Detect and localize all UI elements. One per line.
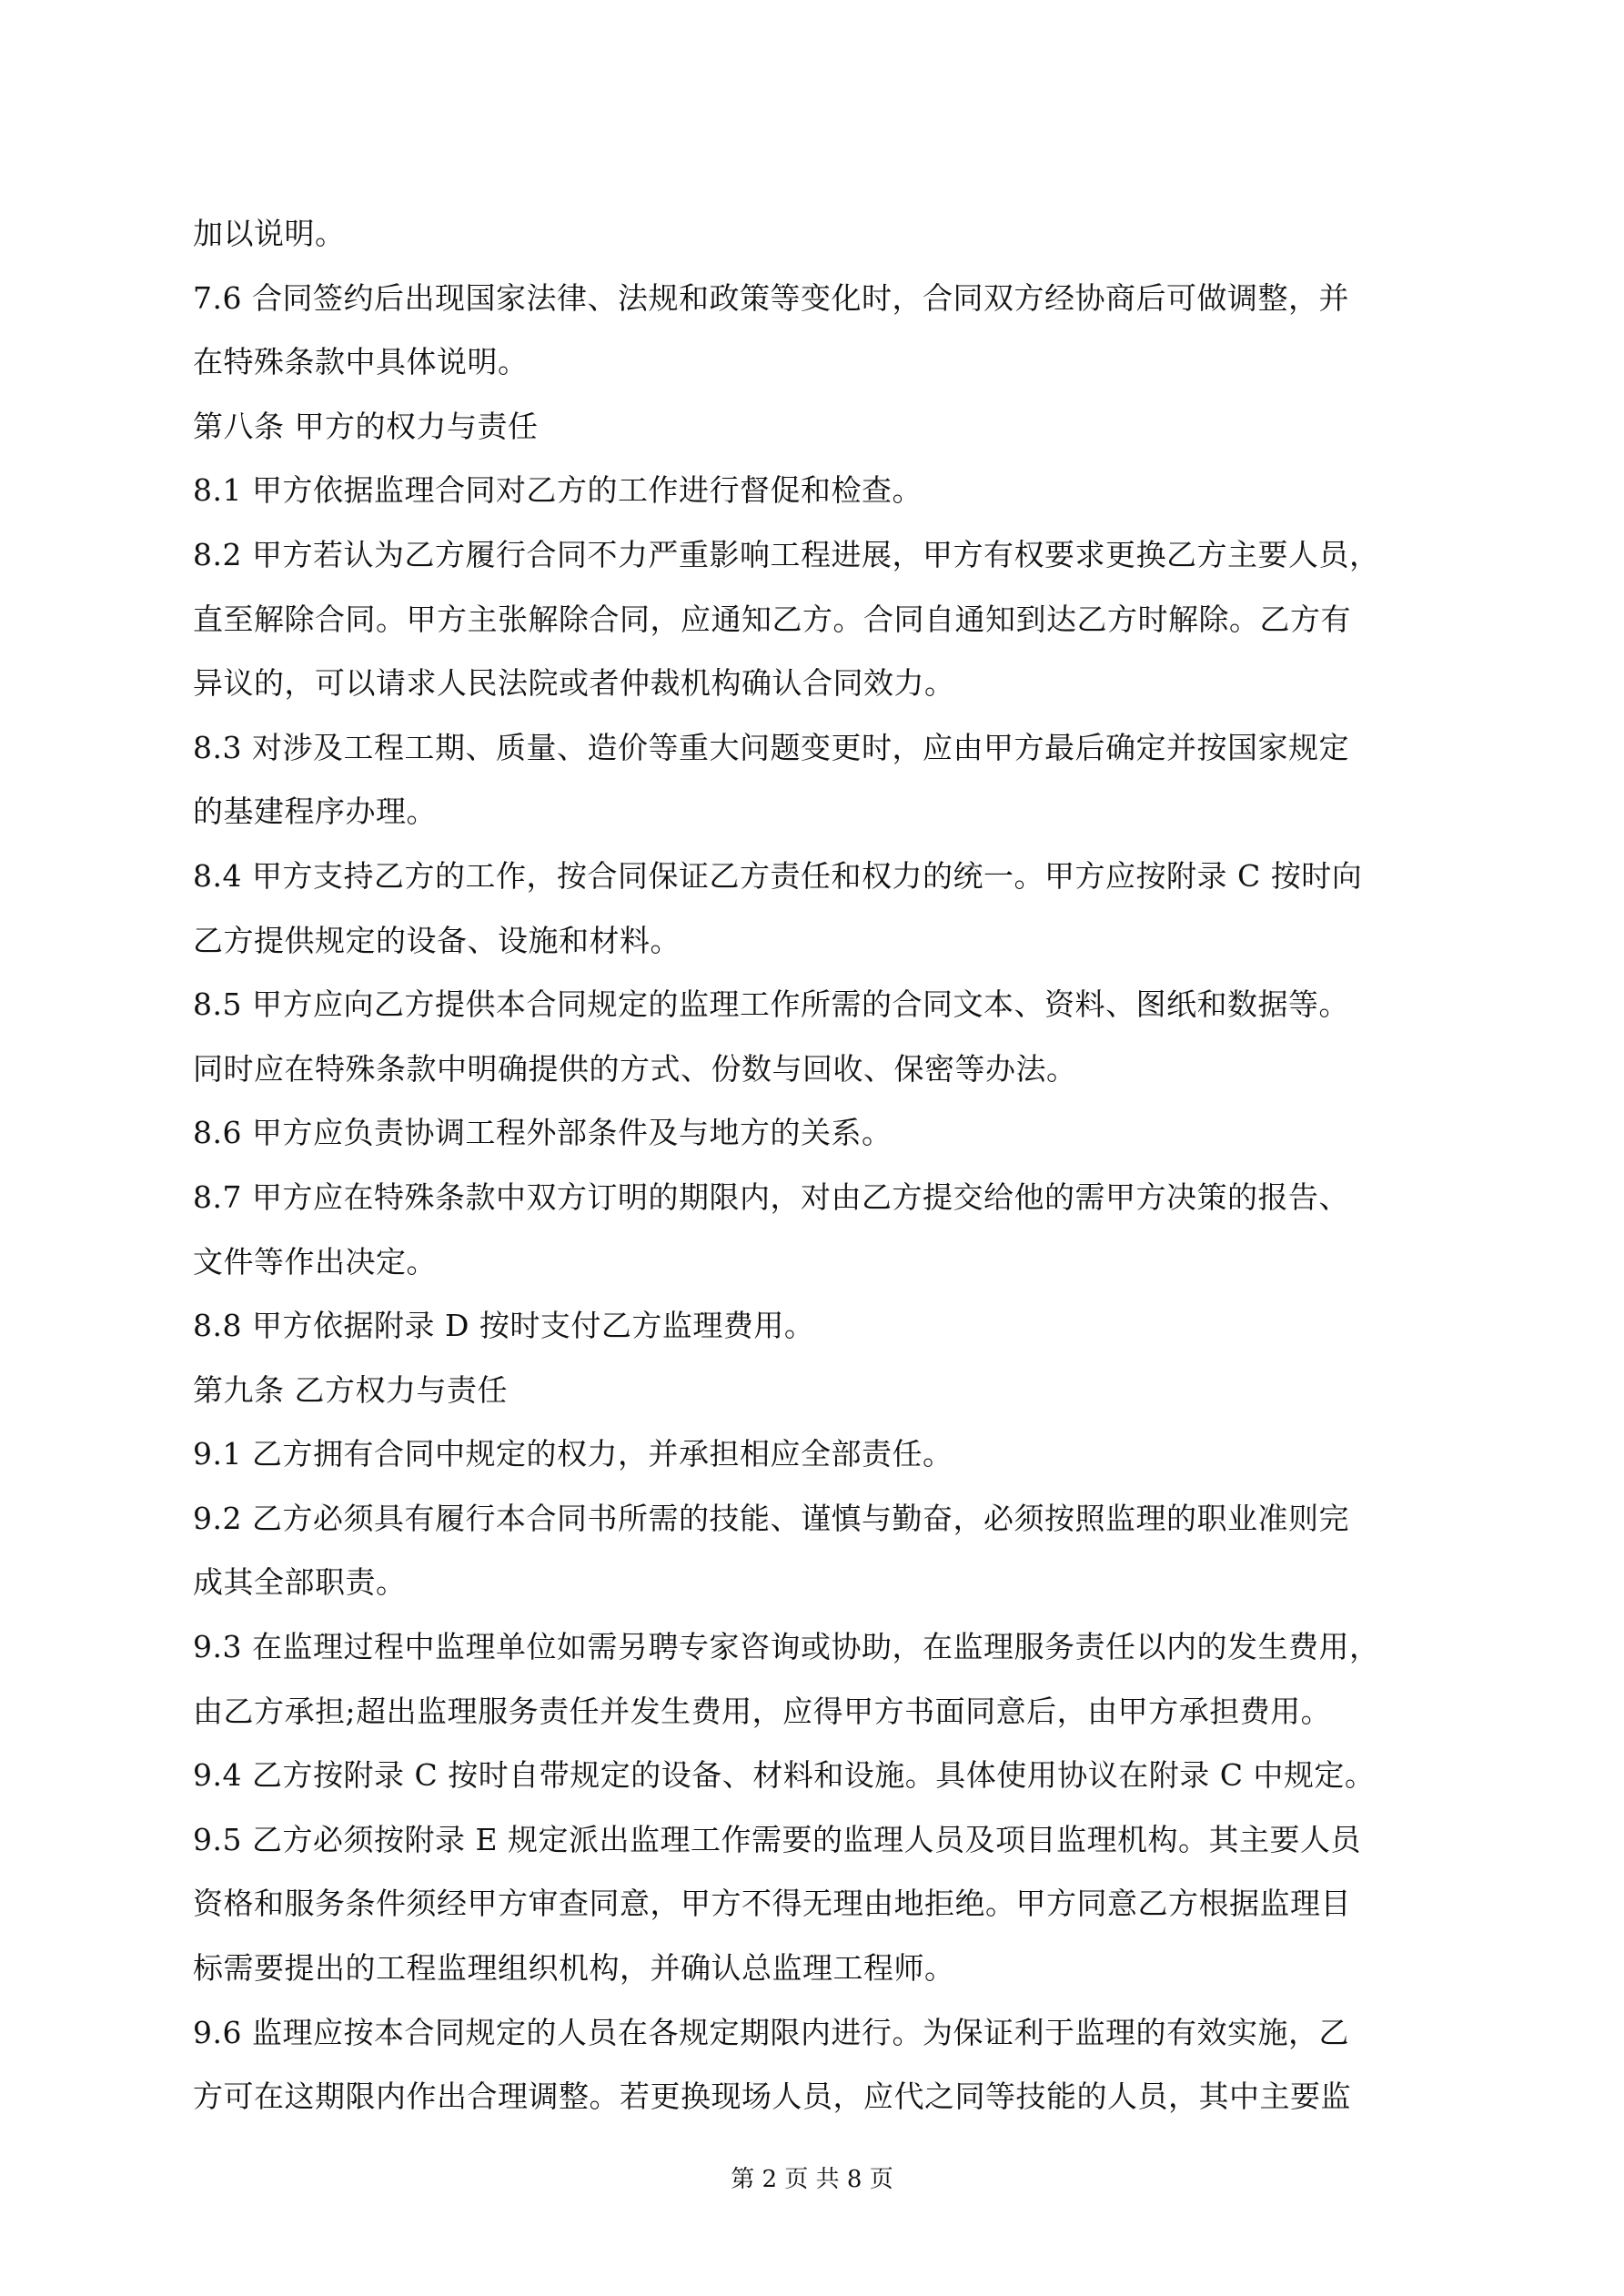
- text-line: 9.6 监理应按本合同规定的人员在各规定期限内进行。为保证利于监理的有效实施，乙: [193, 2014, 1349, 2050]
- text-line: 成其全部职责。: [193, 1564, 407, 1601]
- text-line: 9.5 乙方必须按附录 E 规定派出监理工作需要的监理人员及项目监理机构。其主要人员: [193, 1821, 1362, 1857]
- section-heading: 第八条 甲方的权力与责任: [193, 408, 539, 444]
- text-line: 8.8 甲方依据附录 D 按时支付乙方监理费用。: [193, 1308, 815, 1344]
- text-line: 9.2 乙方必须具有履行本合同书所需的技能、谨慎与勤奋，必须按照监理的职业准则完: [193, 1500, 1349, 1536]
- text-line: 9.4 乙方按附录 C 按时自带规定的设备、材料和设施。具体使用协议在附录 C 中规定。: [193, 1757, 1376, 1794]
- text-line: 9.3 在监理过程中监理单位如需另聘专家咨询或协助，在监理服务责任以内的发生费用，: [193, 1629, 1380, 1665]
- text-line: 直至解除合同。甲方主张解除合同，应通知乙方。合同自通知到达乙方时解除。乙方有: [193, 601, 1351, 637]
- text-line: 同时应在特殊条款中明确提供的方式、份数与回收、保密等办法。: [193, 1050, 1077, 1087]
- text-line: 乙方提供规定的设备、设施和材料。: [193, 922, 681, 958]
- document-body: [193, 202, 1448, 2129]
- text-line: 的基建程序办理。: [193, 794, 437, 830]
- text-line: 由乙方承担;超出监理服务责任并发生费用，应得甲方书面同意后，由甲方承担费用。: [193, 1693, 1332, 1729]
- page-footer: 第 2 页 共 8 页: [731, 2166, 893, 2193]
- text-line: 方可在这期限内作出合理调整。若更换现场人员，应代之同等技能的人员，其中主要监: [193, 2079, 1351, 2115]
- text-line: 异议的，可以请求人民法院或者仲裁机构确认合同效力。: [193, 665, 955, 702]
- text-line: 8.7 甲方应在特殊条款中双方订明的期限内，对由乙方提交给他的需甲方决策的报告、: [193, 1178, 1349, 1215]
- text-line: 文件等作出决定。: [193, 1243, 437, 1279]
- text-line: 9.1 乙方拥有合同中规定的权力，并承担相应全部责任。: [193, 1436, 953, 1472]
- text-line: 资格和服务条件须经甲方审查同意，甲方不得无理由地拒绝。甲方同意乙方根据监理目: [193, 1886, 1351, 1922]
- text-line: 8.5 甲方应向乙方提供本合同规定的监理工作所需的合同文本、资料、图纸和数据等。: [193, 986, 1349, 1023]
- text-line: 标需要提出的工程监理组织机构，并确认总监理工程师。: [193, 1950, 955, 1987]
- text-line: 8.6 甲方应负责协调工程外部条件及与地方的关系。: [193, 1115, 893, 1151]
- section-heading: 第九条 乙方权力与责任: [193, 1371, 508, 1408]
- text-line: 8.2 甲方若认为乙方履行合同不力严重影响工程进展，甲方有权要求更换乙方主要人员，: [193, 536, 1380, 572]
- text-line: 在特殊条款中具体说明。: [193, 344, 529, 380]
- text-line: 8.3 对涉及工程工期、质量、造价等重大问题变更时，应由甲方最后确定并按国家规定: [193, 729, 1349, 765]
- text-line: 8.1 甲方依据监理合同对乙方的工作进行督促和检查。: [193, 472, 923, 509]
- text-line: 7.6 合同签约后出现国家法律、法规和政策等变化时，合同双方经协商后可做调整，并: [193, 279, 1349, 316]
- text-line: 加以说明。: [193, 216, 346, 251]
- text-line: 8.4 甲方支持乙方的工作，按合同保证乙方责任和权力的统一。甲方应按附录 C 按时向: [193, 857, 1363, 894]
